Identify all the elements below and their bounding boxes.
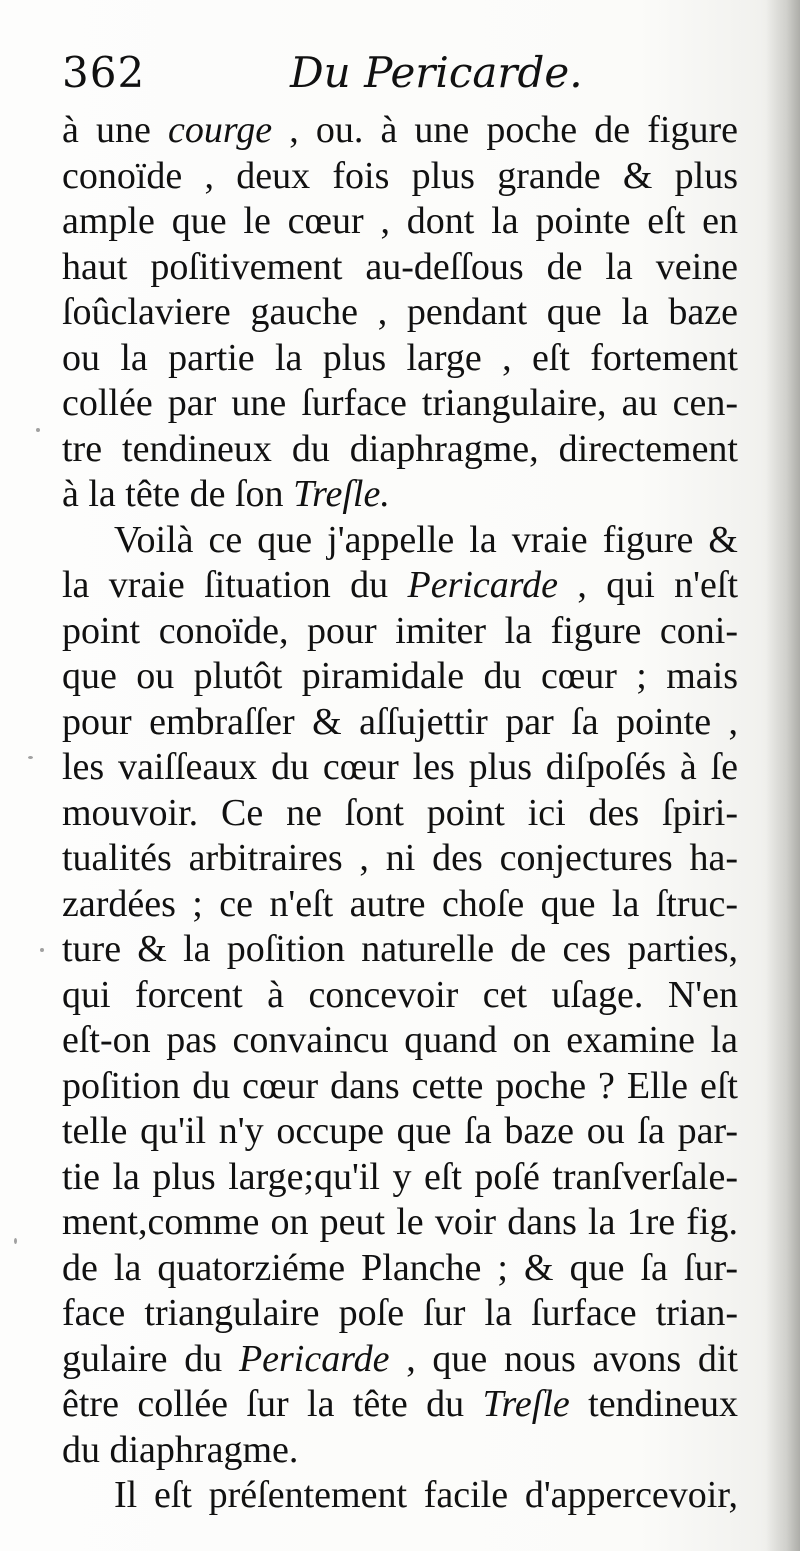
text-line xyxy=(62,1109,738,1155)
text-segment: telle qu'il n'y occupe que ſa baze ou ſa par- xyxy=(62,1110,738,1152)
text-segment: pour embraſſer & aſſujettir par ſa pointe , xyxy=(62,700,738,743)
page-edge-shadow xyxy=(766,0,800,1551)
text-line xyxy=(62,1428,738,1474)
text-segment: , ou. à une poche de figure xyxy=(272,109,738,151)
text-line xyxy=(62,1200,738,1246)
text-segment: à la tête de ſon xyxy=(62,473,294,515)
running-head: Du Pericarde. xyxy=(290,48,583,97)
text-line xyxy=(62,654,738,700)
text-segment: Voilà ce que j'appelle la vraie figure & xyxy=(114,518,738,561)
text-segment: ſoûclaviere gauche , pendant que la baze xyxy=(62,291,738,333)
text-line xyxy=(62,973,738,1019)
ink-speck xyxy=(14,1238,17,1244)
text-segment: ample que le cœur , dont la pointe eſt en xyxy=(62,200,738,242)
text-segment: à une xyxy=(62,109,168,151)
text-line xyxy=(62,1382,738,1428)
italic-text: Pericarde xyxy=(407,564,559,606)
italic-text: Treſle xyxy=(482,1383,570,1425)
text-segment: Il eſt préſentement facile d'appercevoir, xyxy=(114,1474,738,1516)
text-line xyxy=(62,290,738,336)
text-line xyxy=(62,927,738,973)
text-segment: ou la partie la plus large , eſt fortement xyxy=(62,336,738,379)
page-header xyxy=(62,48,742,108)
text-line xyxy=(62,1018,738,1064)
text-segment: collée par une ſurface triangulaire, au cen- xyxy=(62,382,738,424)
text-line xyxy=(62,381,738,427)
ink-speck xyxy=(40,948,44,952)
text-segment: tualités arbitraires , ni des conjectures ha- xyxy=(62,837,738,879)
text-line xyxy=(62,336,738,382)
text-line xyxy=(62,518,738,564)
text-line xyxy=(62,1291,738,1337)
text-segment: ment,comme on peut le voir dans la 1re fig. xyxy=(62,1201,738,1243)
text-segment: point conoïde, pour imiter la figure coni- xyxy=(62,609,738,652)
text-segment: , que nous avons dit xyxy=(389,1337,738,1380)
text-segment: , qui n'eſt xyxy=(558,564,739,606)
body-text xyxy=(62,108,738,1519)
text-segment: conoïde , deux fois plus grande & plus xyxy=(62,154,738,197)
text-line xyxy=(62,563,738,609)
text-line xyxy=(62,472,738,518)
text-line xyxy=(62,108,738,154)
italic-text: Treſle. xyxy=(293,473,390,515)
text-segment: du diaphragme. xyxy=(62,1428,299,1471)
page-number: 362 xyxy=(62,48,146,97)
text-segment: gulaire du xyxy=(62,1337,239,1380)
text-segment: être collée ſur la tête du xyxy=(62,1383,483,1425)
text-line xyxy=(62,1246,738,1292)
text-segment: mouvoir. Ce ne ſont point ici des ſpiri- xyxy=(62,791,738,834)
text-segment: tie la plus large;qu'il y eſt poſé tranſverſale- xyxy=(62,1155,738,1198)
text-line xyxy=(62,836,738,882)
text-line xyxy=(62,1337,738,1383)
text-segment: tre tendineux du diaphragme, directement xyxy=(62,427,738,470)
text-line xyxy=(62,791,738,837)
ink-speck xyxy=(28,756,33,759)
text-segment: les vaiſſeaux du cœur les plus diſpoſés à ſe xyxy=(62,746,738,788)
text-segment: la vraie ſituation du xyxy=(62,564,408,606)
text-segment: qui forcent à concevoir cet uſage. N'en xyxy=(62,973,738,1016)
text-line xyxy=(62,882,738,928)
text-line xyxy=(62,609,738,655)
text-line xyxy=(62,199,738,245)
italic-text: Pericarde xyxy=(238,1337,390,1380)
text-segment: zardées ; ce n'eſt autre choſe que la ſtruc- xyxy=(62,882,738,925)
text-line xyxy=(62,700,738,746)
text-segment: poſition du cœur dans cette poche ? Elle eſt xyxy=(62,1064,738,1107)
text-segment: eſt-on pas convaincu quand on examine la xyxy=(62,1019,738,1061)
text-segment: que ou plutôt piramidale du cœur ; mais xyxy=(62,655,738,697)
ink-speck xyxy=(36,428,40,432)
text-segment: face triangulaire poſe ſur la ſurface trian- xyxy=(62,1292,738,1334)
text-line xyxy=(62,1064,738,1110)
text-line xyxy=(62,745,738,791)
italic-text: courge xyxy=(167,109,273,151)
text-line xyxy=(62,1473,738,1519)
text-line xyxy=(62,245,738,291)
text-segment: haut poſitivement au-deſſous de la veine xyxy=(62,245,738,288)
text-segment: tendineux xyxy=(569,1383,738,1425)
text-line xyxy=(62,427,738,473)
text-line xyxy=(62,1155,738,1201)
text-line xyxy=(62,154,738,200)
text-segment: ture & la poſition naturelle de ces parties, xyxy=(62,928,738,970)
text-segment: de la quatorziéme Planche ; & que ſa ſur- xyxy=(62,1246,738,1289)
